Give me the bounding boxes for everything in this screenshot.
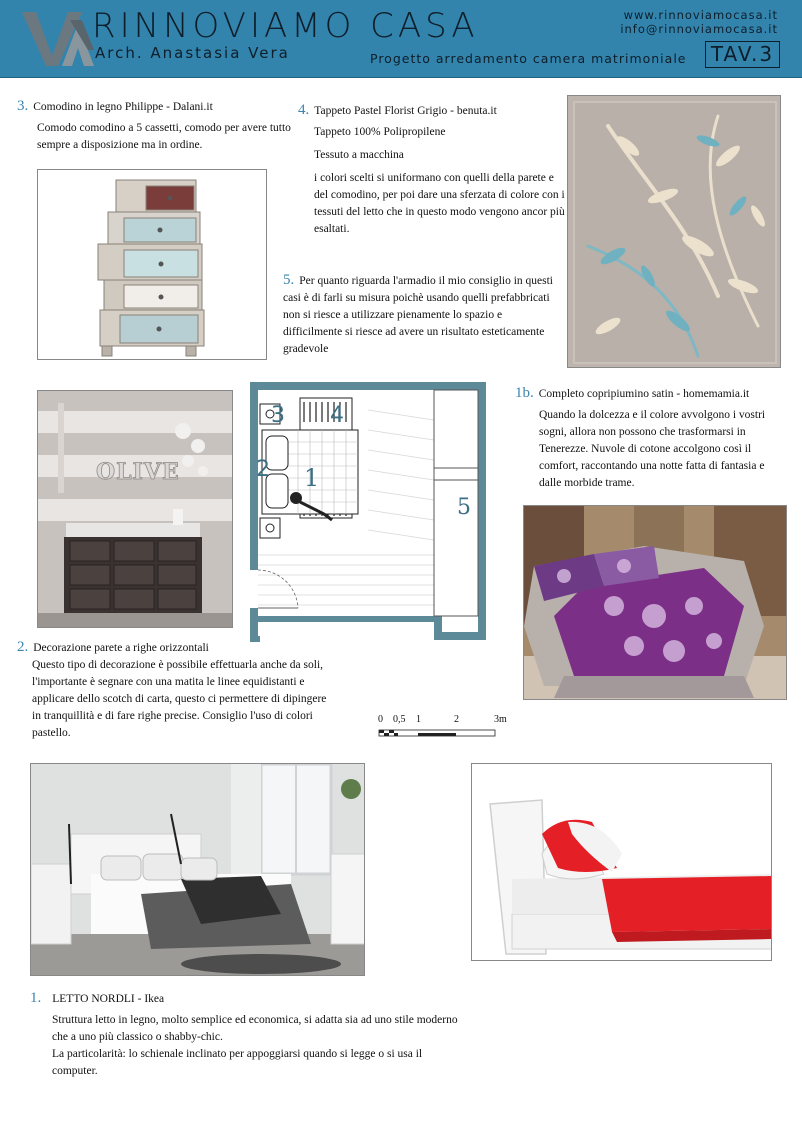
- email-link[interactable]: info@rinnoviamocasa.it: [620, 22, 778, 36]
- item-2-description: [17, 639, 337, 742]
- item-text: i colori scelti si uniformano con quelli della parete e del comodino, per poi dare una sferzata di colore con i tessuti del letto che in questo modo vengono ancor più esaltati.: [314, 172, 565, 235]
- architect-name: Arch. Anastasia Vera: [95, 44, 290, 62]
- nordli-bed-image: [471, 763, 772, 961]
- project-title: Progetto arredamento camera matrimoniale: [370, 51, 687, 66]
- item-title: Comodino in legno Philippe - Dalani.it: [33, 101, 213, 113]
- sheet-number: TAV.3: [705, 41, 780, 68]
- plan-marker-2: 2: [256, 457, 270, 482]
- scale-bar: [378, 714, 518, 744]
- item-text: Comodo comodino a 5 cassetti, comodo per avere tutto sempre a disposizione ma in ordine.: [37, 122, 291, 151]
- item-number: 2.: [17, 639, 29, 655]
- striped-wall-image: [37, 390, 233, 628]
- item-title: LETTO NORDLI - Ikea: [52, 993, 165, 1005]
- item-text: Struttura letto in legno, molto semplice ed economica, si adatta sia ad uno stile moderno che a uno più classico o shabby-chic.: [52, 1014, 458, 1043]
- scale-ruler: [378, 729, 498, 739]
- scale-label: 2: [454, 714, 459, 725]
- scale-label: 0: [378, 714, 383, 725]
- item-fabric: Tessuto a macchina: [314, 149, 404, 161]
- rug-image: [567, 95, 781, 368]
- item-text-note: La particolarità: lo schienale inclinato per appoggiarsi quando si legge o si usa il computer.: [52, 1048, 423, 1077]
- scale-label: 3m: [494, 714, 507, 725]
- scale-label: 0,5: [393, 714, 406, 725]
- item-3-description: [17, 98, 292, 154]
- item-5-description: [283, 272, 558, 358]
- header-bar: [0, 0, 802, 78]
- duvet-image: [523, 505, 787, 700]
- logo-icon: [22, 10, 94, 66]
- item-1b-description: [515, 385, 785, 492]
- item-title: Decorazione parete a righe orizzontali: [33, 642, 209, 654]
- item-text: Quando la dolcezza e il colore avvolgono i vostri sogni, allora non possono che trasformarsi in Tenerezze. Nuvole di cotone accolgono così il comfort, raccontando una notte fatta di fantasia e dalle morbide trame.: [539, 409, 766, 489]
- item-material: Tappeto 100% Polipropilene: [314, 126, 446, 138]
- item-4-description: [298, 102, 568, 238]
- nightstand-image: [37, 169, 267, 360]
- item-number: 5.: [283, 272, 295, 288]
- item-title: Tappeto Pastel Florist Grigio - benuta.it: [314, 105, 497, 117]
- item-number: 1b.: [515, 385, 534, 401]
- item-text: Per quanto riguarda l'armadio il mio consiglio in questi casi è di farli su misura poichè usando quelli prefabbricati non si riesce a utilizzare pienamente lo spazio e difficilmente si riesce ad avere un risultato esteticamente gradevole: [283, 275, 553, 355]
- item-text: Questo tipo di decorazione è possibile effettuarla anche da soli, l'importante è segnare con una matita le linee equidistanti e applicare dello scotch di carta, questo ci permettere di dipingere in tranquillità e di fare righe precise. Consiglio l'uso di colori pastello.: [32, 659, 327, 739]
- scale-label: 1: [416, 714, 421, 725]
- item-title: Completo copripiumino satin - homemamia.it: [538, 388, 750, 400]
- plan-marker-4: 4: [330, 403, 344, 428]
- floor-plan: [248, 380, 510, 650]
- plan-marker-3: 3: [271, 403, 285, 428]
- bedroom-photo: [30, 763, 365, 976]
- item-1-description: [30, 990, 470, 1080]
- contact-info: [620, 8, 778, 36]
- website-link[interactable]: www.rinnoviamocasa.it: [623, 8, 778, 22]
- plan-marker-1: 1: [304, 464, 320, 492]
- plan-marker-5: 5: [457, 495, 471, 520]
- item-number: 1.: [30, 990, 42, 1006]
- item-number: 3.: [17, 98, 29, 114]
- brand-name: RINNOVIAMO CASA: [92, 6, 479, 46]
- wall-sign: OLIVE: [96, 459, 180, 485]
- item-number: 4.: [298, 102, 310, 118]
